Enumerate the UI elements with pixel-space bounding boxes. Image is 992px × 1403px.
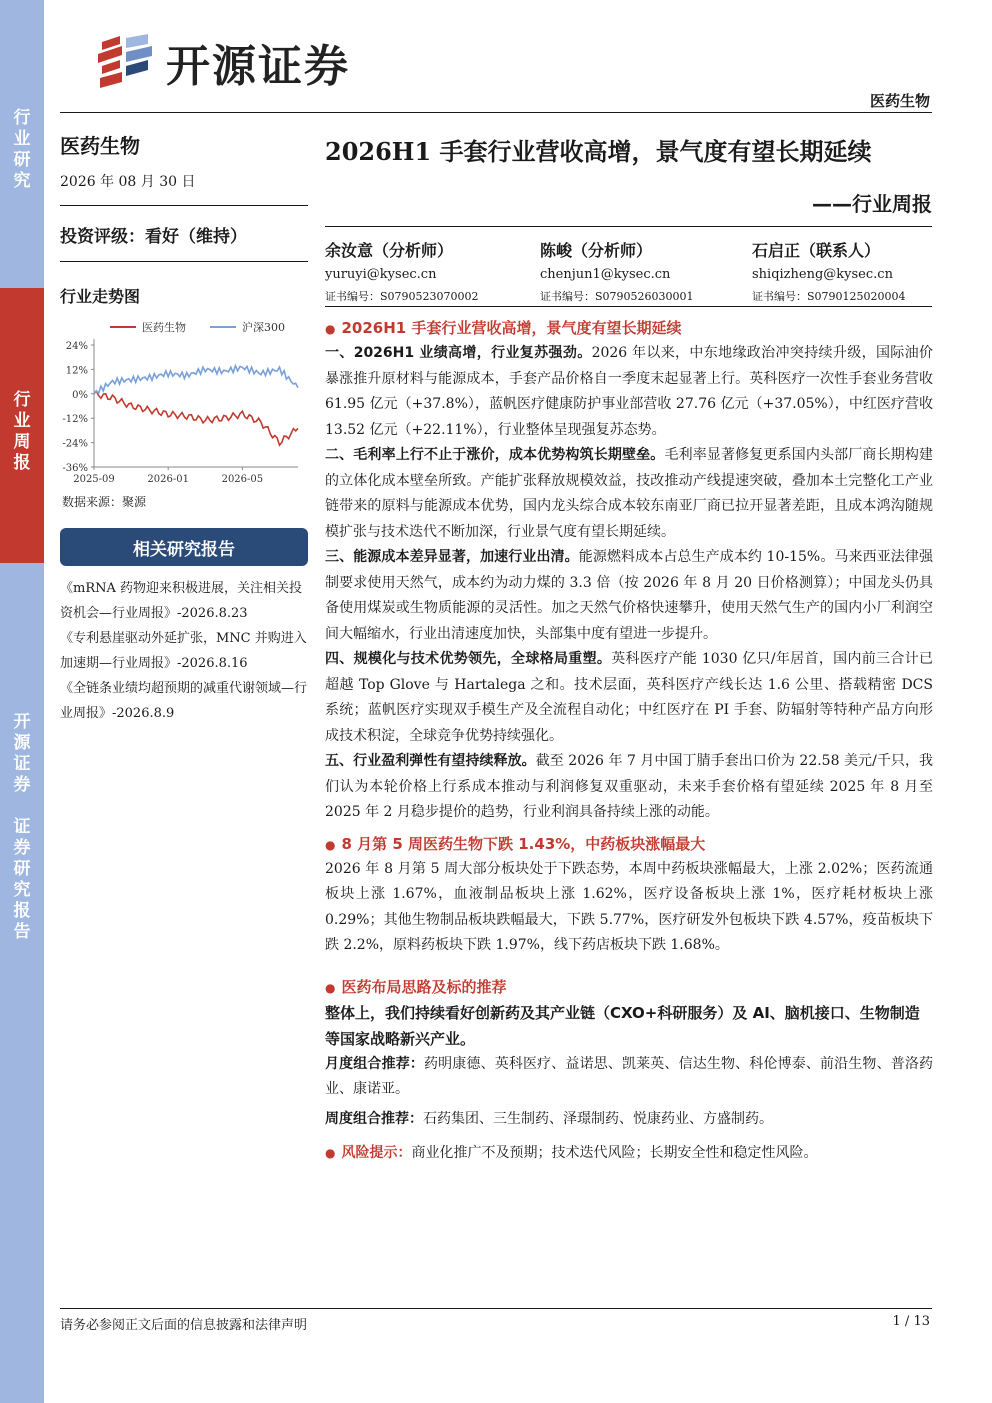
data-source: 数据来源：聚源 [62, 495, 147, 509]
sector-tag: 医药生物 [869, 92, 930, 110]
bullet-icon: ● [325, 837, 336, 852]
related-report-item[interactable]: 《专利悬崖驱动外延扩张，MNC 并购进入加速期—行业周报》-2026.8.16 [60, 631, 307, 671]
risk-note: ● 风险提示：商业化推广不及预期；技术迭代风险；长期安全性和稳定性风险。 [325, 1145, 818, 1161]
header-divider [60, 112, 932, 113]
author-name: 陈峻（分析师） [540, 241, 653, 260]
sector-name: 医药生物 [60, 134, 140, 158]
x-tick-label: 2026-01 [147, 474, 189, 485]
kysec-logo-icon [92, 34, 158, 90]
bullet-icon: ● [325, 322, 336, 336]
y-tick-label: 0% [72, 389, 88, 401]
section-heading: ● 2026H1 手套行业营收高增，景气度有望长期延续 [325, 319, 682, 337]
side-label-weekly-report: 行 业 周 报 [13, 390, 31, 473]
paragraph: 二、毛利率上行不止于涨价，成本优势构筑长期壁垒。毛利率显著修复更系国内头部厂商长期构建的立体化成本壁垒所致。产能扩张释放规模效益，技改推动产线提速突破，叠加本土完整化工产业链带来的原料与能源成本优势，国内龙头综合成本较东南亚厂商已拉开显著差距，且成本鸿沟随规模扩张与技术迭代不断加深，行业景气度有望长期延续。 [325, 447, 934, 540]
main-content [325, 316, 933, 1166]
author-divider-bottom [325, 306, 932, 307]
author-cert: 证书编号：S0790523070002 [325, 290, 479, 303]
author-name: 余汝意（分析师） [325, 241, 454, 260]
brand-logo [92, 30, 350, 94]
paragraph: 三、能源成本差异显著，加速行业出清。能源燃料成本占总生产成本约 10-15%。马来西亚法律强制要求使用天然气，成本约为动力煤的 3.3 倍（按 2026 年 8 月 20 日价格测算）；中国龙头仍具备使用煤炭或生物质能源的灵活性。加之天然气价格快速攀升，使用天然气生产的国内小厂利润空间大幅缩水，行业出清速度加快，头部集中度有望进一步提升。 [325, 549, 933, 642]
y-tick-label: 12% [65, 365, 88, 377]
bullet-icon: ● [325, 980, 336, 995]
paragraph: 周度组合推荐：石药集团、三生制药、泽璟制药、悦康药业、方盛制药。 [325, 1110, 773, 1127]
left-column [60, 130, 308, 726]
side-strip [0, 0, 44, 1403]
y-tick-label: -36% [62, 463, 88, 474]
y-tick-label: 24% [65, 341, 88, 352]
related-reports-list [60, 576, 308, 726]
section-heading: ● 医药布局思路及标的推荐 [325, 977, 507, 996]
author-card [325, 238, 530, 304]
author-cert: 证书编号：S0790526030001 [540, 290, 694, 303]
series-line [94, 366, 298, 394]
series-line [94, 391, 298, 445]
author-email[interactable]: yuruyi@kysec.cn [325, 267, 437, 282]
investment-rating: 投资评级：看好（维持） [60, 227, 247, 247]
author-email[interactable]: shiqizheng@kysec.cn [752, 267, 893, 282]
left-divider-2 [60, 261, 308, 262]
paragraph: 四、规模化与技术优势领先，全球格局重塑。英科医疗产能 1030 亿只/年居首，国内前三合计已超越 Top Glove 与 Hartalega 之和。技术层面，英科医疗产线长达 1.6 公里、搭载精密 DCS 系统；蓝帆医疗实现双手模生产及全流程自动化；中红医疗在 PI 手套、防辐射等特种产品方向形成技术积淀，全球竞争优势持续强化。 [325, 651, 933, 744]
author-card [540, 238, 745, 304]
x-tick-label: 2025-09 [73, 474, 115, 485]
author-divider-top [325, 226, 932, 227]
author-name: 石启正（联系人） [752, 241, 881, 260]
paragraph: 整体上，我们持续看好创新药及其产业链（CXO+科研服务）及 AI、脑机接口、生物制造等国家战略新兴产业。 [325, 1003, 920, 1048]
side-label-kysec-report: 开 源 证 券 证 券 研 究 报 告 [13, 712, 31, 942]
report-date: 2026 年 08 月 30 日 [60, 174, 196, 190]
related-report-item[interactable]: 《全链条业绩均超预期的减重代谢领域—行业周报》-2026.8.9 [60, 681, 308, 721]
paragraph: 五、行业盈利弹性有望持续释放。截至 2026 年 7 月中国丁腈手套出口价为 22.58 美元/千只，我们认为本轮价格上行系成本推动与利润修复双重驱动，未来手套价格有望延续 2025 年 8 月至 2025 年 2 月稳步提价的趋势，行业利润具备持续上涨的动能。 [325, 753, 933, 820]
report-title: 2026H1 手套行业营收高增，景气度有望长期延续 [325, 137, 872, 166]
related-report-item[interactable]: 《mRNA 药物迎来积极进展，关注相关投资机会—行业周报》-2026.8.23 [60, 581, 303, 621]
author-card [752, 238, 957, 304]
paragraph: 2026 年 8 月第 5 周大部分板块处于下跌态势，本周中药板块涨幅最大，上涨 2.02%；医药流通板块上涨 1.67%，血液制品板块上涨 1.62%，医疗设备板块上涨 1%，医疗耗材板块上涨 0.29%；其他生物制品板块跌幅最大，下跌 5.77%，医疗研发外包板块下跌 4.57%，疫苗板块下跌 2.2%，原料药板块下跌 1.97%，线下药店板块下跌 1.68%。 [325, 860, 933, 953]
disclaimer-notice: 请务必参阅正文后面的信息披露和法律声明 [60, 1318, 308, 1333]
section-heading: ● 8 月第 5 周医药生物下跌 1.43%，中药板块涨幅最大 [325, 834, 706, 853]
paragraph: 一、2026H1 业绩高增，行业复苏强劲。2026 年以来，中东地缘政治冲突持续升级，国际油价暴涨推升原材料与能源成本，手套产品价格自一季度末起显著上行。英科医疗一次性手套业务营收 61.95 亿元（+37.8%），蓝帆医疗健康防护事业部营收 27.76 亿元（+37.05%），中红医疗营收 13.52 亿元（+22.11%），行业整体呈现强复苏态势。 [325, 345, 934, 438]
y-tick-label: -24% [62, 438, 88, 450]
x-tick-label: 2026-05 [221, 474, 264, 485]
side-label-industry-research: 行 业 研 究 [13, 108, 31, 191]
related-reports-header: 相关研究报告 [60, 528, 308, 566]
trend-chart-svg [60, 317, 308, 487]
author-cert: 证书编号：S0790125020004 [752, 290, 906, 303]
author-email[interactable]: chenjun1@kysec.cn [540, 267, 671, 282]
bullet-icon: ● [325, 1146, 336, 1160]
y-tick-label: -12% [62, 414, 88, 426]
brand-name: 开源证券 [166, 41, 350, 92]
report-subtitle: ——行业周报 [812, 192, 932, 216]
legend-label: 沪深300 [242, 321, 285, 334]
page-number: 1 / 13 [892, 1314, 930, 1329]
legend-label: 医药生物 [142, 321, 186, 334]
footer-divider [60, 1308, 932, 1309]
left-divider [60, 205, 308, 206]
trend-chart [60, 317, 308, 491]
trend-chart-title: 行业走势图 [60, 287, 141, 306]
paragraph: 月度组合推荐：药明康德、英科医疗、益诺思、凯莱英、信达生物、科伦博泰、前沿生物、普洛药业、康诺亚。 [325, 1055, 933, 1097]
